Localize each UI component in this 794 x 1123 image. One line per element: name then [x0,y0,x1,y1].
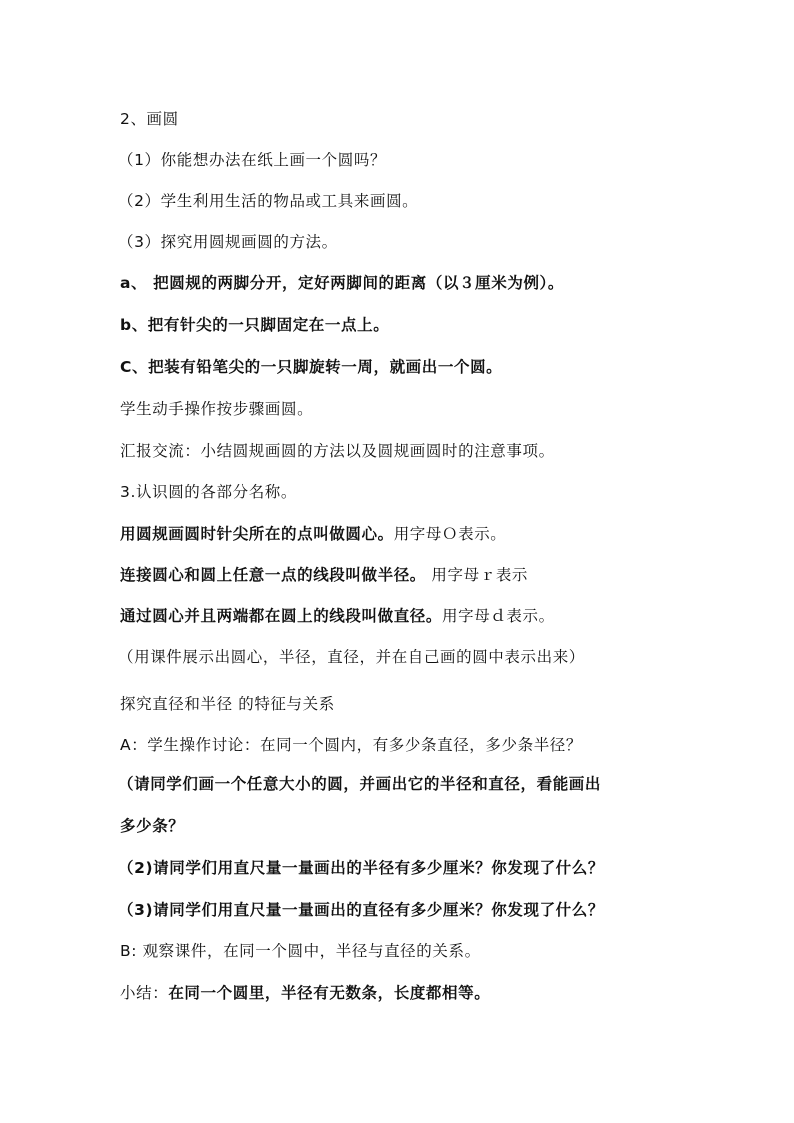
definition-radius-bold: 连接圆心和圆上任意一点的线段叫做半径。 [120,566,426,584]
definition-radius-regular: 用字母ｒ表示 [425,566,529,584]
question-2: （2）学生利用生活的物品或工具来画圆。 [118,192,419,210]
summary [120,982,490,1004]
discussion-a: A：学生操作讨论：在同一个圆内，有多少条直径，多少条半径？ [120,736,583,754]
report-exchange-text: 汇报交流：小结圆规画圆的方法以及圆规画圆时的注意事项。 [120,442,555,460]
courseware-note: （用课件展示出圆心，半径，直径，并在自己画的圆中表示出来） [118,648,585,666]
step-c: C、把装有铅笔尖的一只脚旋转一周，就画出一个圆。 [120,358,503,376]
step-a: a、 把圆规的两脚分开，定好两脚间的距离（以３厘米为例）。 [120,274,565,292]
definition-center-regular: 用字母Ｏ表示。 [393,525,507,543]
definition-center-bold: 用圆规画圆时针尖所在的点叫做圆心。 [120,525,394,543]
definition-diameter-bold: 通过圆心并且两端都在圆上的线段叫做直径。 [120,607,443,625]
question-3: （3）探究用圆规画圆的方法。 [118,233,338,251]
task-1-line-2: 多少条？ [120,817,185,835]
step-b: b、把有针尖的一只脚固定在一点上。 [120,316,390,334]
student-practice-text: 学生动手操作按步骤画圆。 [120,400,314,418]
observation-b: B: 观察课件，在同一个圆中，半径与直径的关系。 [120,942,481,960]
definition-radius [120,564,528,586]
summary-bold: 在同一个圆里，半径有无数条，长度都相等。 [168,984,491,1002]
explore-heading: 探究直径和半径 的特征与关系 [120,695,335,713]
task-3: （3)请同学们用直尺量一量画出的直径有多少厘米？你发现了什么？ [118,901,604,919]
section-heading-draw-circle: 2、画圆 [120,110,179,128]
definition-diameter [120,605,555,627]
task-1-line-1: （请同学们画一个任意大小的圆，并画出它的半径和直径，看能画出 [118,775,602,793]
question-1: （1）你能想办法在纸上画一个圆吗？ [118,151,387,169]
definition-center [120,523,506,545]
task-2: （2)请同学们用直尺量一量画出的半径有多少厘米？你发现了什么？ [118,859,604,877]
summary-label: 小结： [120,984,169,1002]
section-heading-circle-parts: 3.认识圆的各部分名称。 [120,483,297,501]
definition-diameter-regular: 用字母ｄ表示。 [442,607,555,625]
